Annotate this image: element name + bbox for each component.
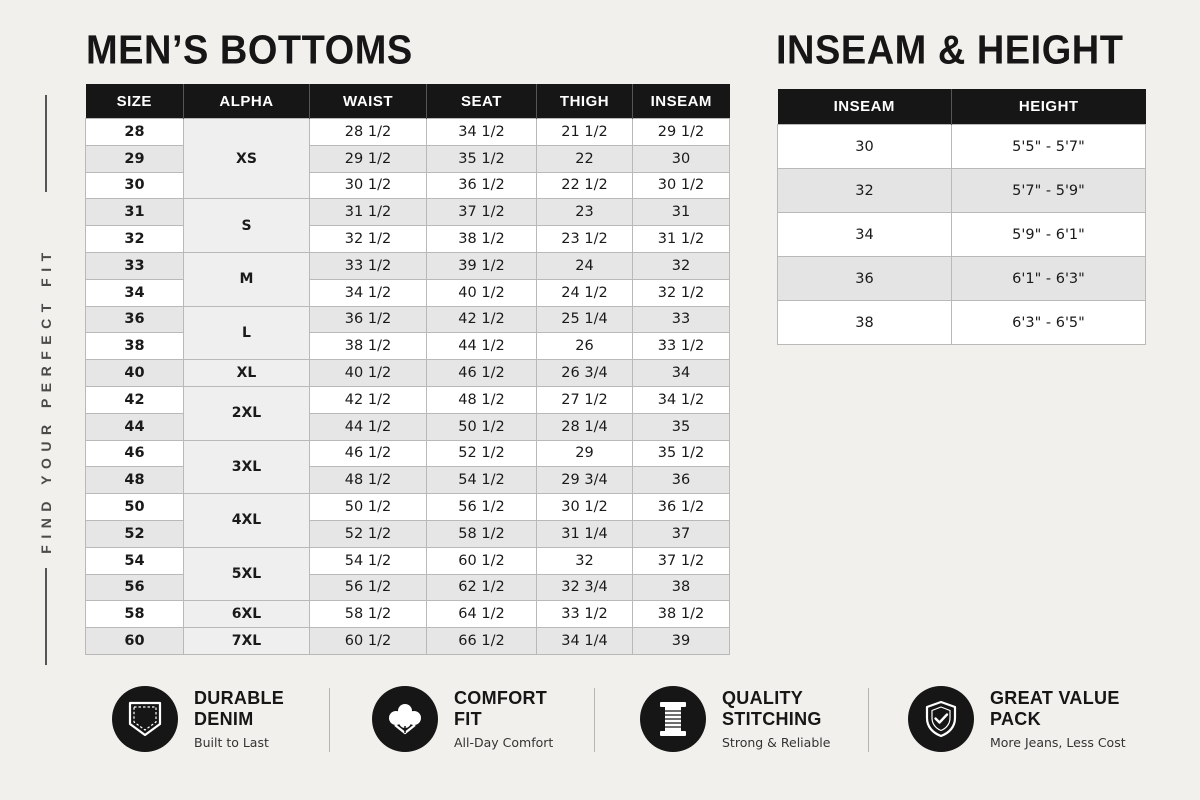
table-row (86, 226, 730, 253)
feature-comfort-fit (372, 684, 553, 754)
thigh-cell: 34 1/4 (537, 628, 633, 655)
alpha-cell: 4XL (184, 494, 310, 548)
feature-title: DURABLE (194, 688, 285, 708)
page-title: MEN’S BOTTOMS (86, 28, 413, 74)
inseam-height-title: INSEAM & HEIGHT (776, 28, 1124, 74)
table-row (86, 119, 730, 146)
feature-subtitle: Strong & Reliable (722, 735, 831, 750)
inseam-cell: 34 1/2 (633, 386, 730, 413)
table-row (86, 574, 730, 601)
feature-title: STITCHING (722, 709, 822, 729)
thigh-cell: 32 (537, 547, 633, 574)
seat-cell: 38 1/2 (427, 226, 537, 253)
table-row (86, 413, 730, 440)
thread-spool-icon (640, 686, 706, 752)
waist-cell: 60 1/2 (310, 628, 427, 655)
col-header-inseam: INSEAM (633, 84, 730, 119)
inseam-cell: 36 (633, 467, 730, 494)
thigh-cell: 29 (537, 440, 633, 467)
inseam-cell: 30 1/2 (633, 172, 730, 199)
waist-cell: 38 1/2 (310, 333, 427, 360)
table-row (778, 169, 1146, 213)
size-cell: 56 (86, 574, 184, 601)
inseam-cell: 37 1/2 (633, 547, 730, 574)
seat-cell: 46 1/2 (427, 360, 537, 387)
size-cell: 42 (86, 386, 184, 413)
feature-subtitle: All-Day Comfort (454, 735, 554, 750)
size-cell: 60 (86, 628, 184, 655)
feature-divider (329, 688, 330, 752)
table-row (86, 199, 730, 226)
seat-cell: 60 1/2 (427, 547, 537, 574)
thigh-cell: 22 (537, 145, 633, 172)
thigh-cell: 28 1/4 (537, 413, 633, 440)
size-cell: 36 (86, 306, 184, 333)
col-header-thigh: THIGH (537, 84, 633, 119)
size-cell: 50 (86, 494, 184, 521)
thigh-cell: 30 1/2 (537, 494, 633, 521)
col-header-alpha: ALPHA (184, 84, 310, 119)
feature-durable-denim (112, 684, 284, 754)
size-chart-table (85, 84, 730, 655)
table-row (86, 601, 730, 628)
alpha-cell: 5XL (184, 547, 310, 601)
seat-cell: 36 1/2 (427, 172, 537, 199)
table-row (86, 494, 730, 521)
alpha-cell: 2XL (184, 386, 310, 440)
alpha-cell: S (184, 199, 310, 253)
size-cell: 29 (86, 145, 184, 172)
feature-title: GREAT VALUE (990, 688, 1120, 708)
table-row (86, 333, 730, 360)
seat-cell: 42 1/2 (427, 306, 537, 333)
waist-cell: 58 1/2 (310, 601, 427, 628)
seat-cell: 44 1/2 (427, 333, 537, 360)
height-cell: 5'5" - 5'7" (952, 125, 1146, 169)
waist-cell: 52 1/2 (310, 520, 427, 547)
inseam-cell: 30 (633, 145, 730, 172)
cotton-icon (372, 686, 438, 752)
seat-cell: 50 1/2 (427, 413, 537, 440)
table-row (86, 145, 730, 172)
thigh-cell: 23 1/2 (537, 226, 633, 253)
table-row (86, 467, 730, 494)
thigh-cell: 21 1/2 (537, 119, 633, 146)
waist-cell: 54 1/2 (310, 547, 427, 574)
inseam-cell: 39 (633, 628, 730, 655)
inseam-cell: 37 (633, 520, 730, 547)
seat-cell: 37 1/2 (427, 199, 537, 226)
inseam-cell: 31 (633, 199, 730, 226)
waist-cell: 34 1/2 (310, 279, 427, 306)
inseam-table-header (778, 89, 1146, 125)
size-cell: 52 (86, 520, 184, 547)
seat-cell: 40 1/2 (427, 279, 537, 306)
inseam-cell: 29 1/2 (633, 119, 730, 146)
size-cell: 38 (86, 333, 184, 360)
table-row (778, 213, 1146, 257)
side-rule-bottom (45, 568, 47, 665)
thigh-cell: 33 1/2 (537, 601, 633, 628)
thigh-cell: 29 3/4 (537, 467, 633, 494)
col-header-waist: WAIST (310, 84, 427, 119)
inseam-cell: 33 (633, 306, 730, 333)
table-row (86, 520, 730, 547)
seat-cell: 64 1/2 (427, 601, 537, 628)
table-row (86, 547, 730, 574)
table-row (86, 279, 730, 306)
feature-title: DENIM (194, 709, 254, 729)
feature-great-value-pack (908, 684, 1126, 754)
waist-cell: 40 1/2 (310, 360, 427, 387)
height-cell: 5'9" - 6'1" (952, 213, 1146, 257)
alpha-cell: XL (184, 360, 310, 387)
inseam-cell: 38 1/2 (633, 601, 730, 628)
size-cell: 34 (86, 279, 184, 306)
thigh-cell: 26 (537, 333, 633, 360)
waist-cell: 44 1/2 (310, 413, 427, 440)
seat-cell: 35 1/2 (427, 145, 537, 172)
size-table-header (86, 84, 730, 119)
inseam-height-table (777, 89, 1146, 345)
waist-cell: 29 1/2 (310, 145, 427, 172)
waist-cell: 36 1/2 (310, 306, 427, 333)
size-cell: 33 (86, 252, 184, 279)
alpha-cell: 7XL (184, 628, 310, 655)
thigh-cell: 23 (537, 199, 633, 226)
waist-cell: 32 1/2 (310, 226, 427, 253)
feature-quality-stitching (640, 684, 830, 754)
inseam-cell: 38 (778, 301, 952, 345)
inseam-cell: 30 (778, 125, 952, 169)
size-cell: 54 (86, 547, 184, 574)
height-cell: 6'3" - 6'5" (952, 301, 1146, 345)
feature-title: QUALITY (722, 688, 804, 708)
inseam-cell: 35 (633, 413, 730, 440)
thigh-cell: 24 (537, 252, 633, 279)
inseam-cell: 35 1/2 (633, 440, 730, 467)
waist-cell: 46 1/2 (310, 440, 427, 467)
thigh-cell: 32 3/4 (537, 574, 633, 601)
waist-cell: 30 1/2 (310, 172, 427, 199)
thigh-cell: 27 1/2 (537, 386, 633, 413)
waist-cell: 48 1/2 (310, 467, 427, 494)
thigh-cell: 26 3/4 (537, 360, 633, 387)
table-row (778, 257, 1146, 301)
feature-subtitle: More Jeans, Less Cost (990, 735, 1126, 750)
size-cell: 30 (86, 172, 184, 199)
col-header-seat: SEAT (427, 84, 537, 119)
feature-divider (868, 688, 869, 752)
table-row (778, 301, 1146, 345)
pocket-icon (112, 686, 178, 752)
col-header-height: HEIGHT (952, 89, 1146, 125)
inseam-cell: 36 1/2 (633, 494, 730, 521)
seat-cell: 54 1/2 (427, 467, 537, 494)
waist-cell: 28 1/2 (310, 119, 427, 146)
size-cell: 58 (86, 601, 184, 628)
inseam-cell: 34 (633, 360, 730, 387)
height-cell: 6'1" - 6'3" (952, 257, 1146, 301)
seat-cell: 56 1/2 (427, 494, 537, 521)
inseam-cell: 34 (778, 213, 952, 257)
size-cell: 28 (86, 119, 184, 146)
feature-divider (594, 688, 595, 752)
table-row (86, 306, 730, 333)
feature-title: PACK (990, 709, 1041, 729)
size-cell: 40 (86, 360, 184, 387)
size-cell: 32 (86, 226, 184, 253)
table-row (86, 440, 730, 467)
seat-cell: 52 1/2 (427, 440, 537, 467)
alpha-cell: XS (184, 119, 310, 199)
side-tagline: FIND YOUR PERFECT FIT (38, 246, 54, 554)
seat-cell: 34 1/2 (427, 119, 537, 146)
inseam-cell: 32 (633, 252, 730, 279)
table-row (86, 172, 730, 199)
inseam-cell: 33 1/2 (633, 333, 730, 360)
size-cell: 46 (86, 440, 184, 467)
seat-cell: 48 1/2 (427, 386, 537, 413)
table-row (778, 125, 1146, 169)
alpha-cell: 6XL (184, 601, 310, 628)
table-row (86, 252, 730, 279)
shield-check-icon (908, 686, 974, 752)
thigh-cell: 22 1/2 (537, 172, 633, 199)
inseam-cell: 32 1/2 (633, 279, 730, 306)
thigh-cell: 24 1/2 (537, 279, 633, 306)
alpha-cell: 3XL (184, 440, 310, 494)
waist-cell: 50 1/2 (310, 494, 427, 521)
feature-title: FIT (454, 709, 482, 729)
waist-cell: 42 1/2 (310, 386, 427, 413)
seat-cell: 62 1/2 (427, 574, 537, 601)
feature-subtitle: Built to Last (194, 735, 269, 750)
seat-cell: 58 1/2 (427, 520, 537, 547)
table-row (86, 386, 730, 413)
table-row (86, 628, 730, 655)
waist-cell: 31 1/2 (310, 199, 427, 226)
col-header-size: SIZE (86, 84, 184, 119)
inseam-cell: 31 1/2 (633, 226, 730, 253)
alpha-cell: M (184, 252, 310, 306)
size-cell: 44 (86, 413, 184, 440)
waist-cell: 33 1/2 (310, 252, 427, 279)
thigh-cell: 25 1/4 (537, 306, 633, 333)
col-header-inseam: INSEAM (778, 89, 952, 125)
thigh-cell: 31 1/4 (537, 520, 633, 547)
seat-cell: 39 1/2 (427, 252, 537, 279)
waist-cell: 56 1/2 (310, 574, 427, 601)
size-cell: 31 (86, 199, 184, 226)
inseam-cell: 32 (778, 169, 952, 213)
side-rule-top (45, 95, 47, 192)
inseam-cell: 36 (778, 257, 952, 301)
inseam-cell: 38 (633, 574, 730, 601)
feature-title: COMFORT (454, 688, 548, 708)
seat-cell: 66 1/2 (427, 628, 537, 655)
size-cell: 48 (86, 467, 184, 494)
height-cell: 5'7" - 5'9" (952, 169, 1146, 213)
table-row (86, 360, 730, 387)
alpha-cell: L (184, 306, 310, 360)
